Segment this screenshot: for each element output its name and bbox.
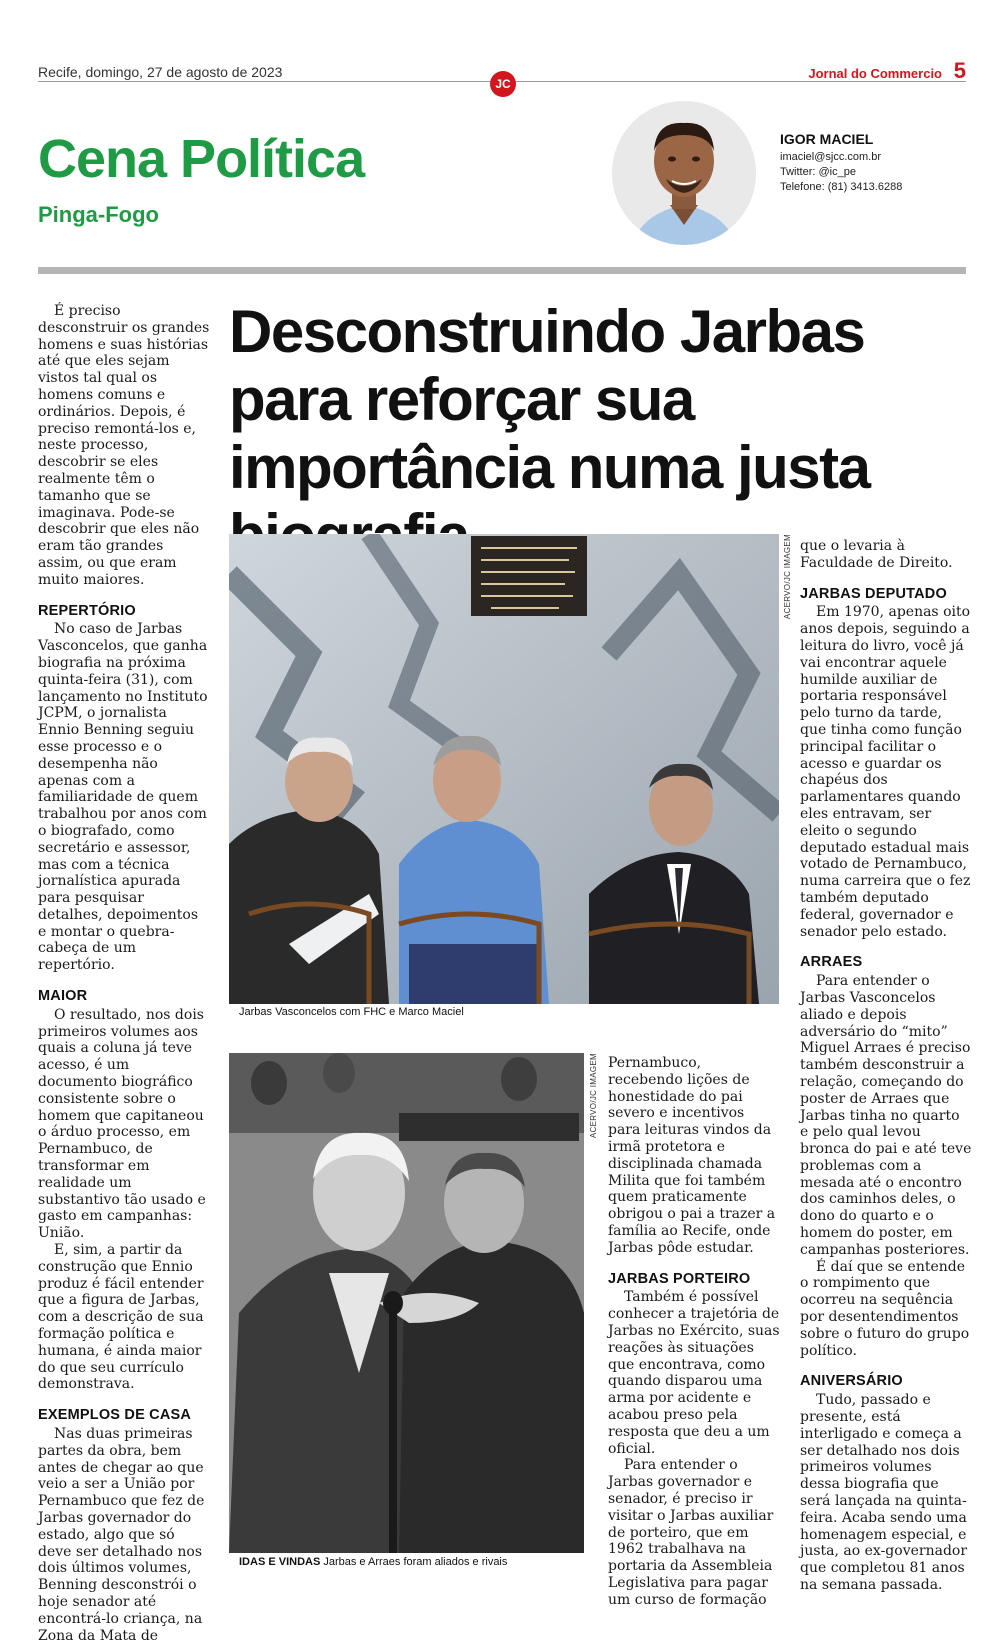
edition-date: Recife, domingo, 27 de agosto de 2023 <box>38 64 283 80</box>
article-column-3 <box>608 1055 780 1609</box>
group-photo-icon <box>229 534 779 1004</box>
section-title: Cena Política <box>38 129 365 189</box>
paragraph-porteiro-2: Para entender o Jarbas governador e senador, é preciso ir visitar o Jarbas auxiliar de porteiro, que em 1962 trabalhava na portaria da Assembleia Legislativa para pagar um curso de formação <box>608 1457 774 1608</box>
newspaper-name: Jornal do Commercio <box>808 66 942 81</box>
columnist-phone: Telefone: (81) 3413.6288 <box>780 181 903 193</box>
paragraph-porteiro-1: Também é possível conhecer a trajetória de Jarbas no Exército, suas reações às situações que encontrava, como quando disparou uma arma por acidente e acabou preso pela resposta que deu a um oficial. <box>608 1289 780 1457</box>
columnist-name: IGOR MACIEL <box>780 131 874 147</box>
article-column-1 <box>38 303 210 1644</box>
section-divider <box>38 267 966 274</box>
paragraph-maior-2: E, sim, a partir da construção que Ennio produz é fácil entender que a figura de Jarbas, com a descrição de sua formação política e humana, é ainda maior do que seu currículo demonstrava. <box>38 1242 204 1393</box>
subhead-exemplos: EXEMPLOS DE CASA <box>38 1407 192 1424</box>
photo-caption-bottom <box>239 1556 507 1568</box>
paragraph-exemplos-continued: Pernambuco, recebendo lições de honestidade do pai severo e incentivos para leituras vindos da irmã protetora e disciplinada chamada Milita que foi também quem praticamente obrigou o pai a trazer a família ao Recife, onde Jarbas pôde estudar. <box>608 1055 776 1256</box>
paragraph-exemplos: Nas duas primeiras partes da obra, bem antes de chegar ao que veio a ser a União por Pernambuco que fez de Jarbas governador do estado, algo que só deve ser detalhado nos dois últimos volumes, Benning desconstrói o hoje senador até encontrá-lo criança, na Zona da Mata de <box>38 1426 205 1644</box>
embrace-photo-icon <box>229 1053 584 1553</box>
paragraph-arraes-1: Para entender o Jarbas Vasconcelos aliado e depois adversário do “mito” Miguel Arraes é preciso também desconstruir a relação, começando do poster de Arraes que Jarbas tinha no quarto e pelo qual levou bronca do pai e até teve problemas com a mesada até o encontro dos caminhos deles, o dono do quarto e o homem do poster, em campanhas posteriores. <box>800 973 972 1258</box>
article-headline: Desconstruindo Jarbas para reforçar sua importância numa justa <box>229 298 870 501</box>
article-intro: É preciso desconstruir os grandes homens e suas histórias até que eles sejam vistos tal qual os homens comuns e ordinários. Depois, é preciso remontá-los e, neste processo, descobrir se eles realmente têm o tamanho que se imaginava. Pode-se descobrir que eles não eram tão grandes assim, ou que eram muito maiores. <box>38 303 210 588</box>
photo-jarbas-fhc-maciel <box>229 534 779 1004</box>
columnist-twitter: Twitter: @ic_pe <box>780 166 856 178</box>
photo-jarbas-arraes <box>229 1053 584 1553</box>
subhead-maior: MAIOR <box>38 988 88 1005</box>
paragraph-maior-1: O resultado, nos dois primeiros volumes aos quais a coluna já teve acesso, é um documento biográfico consistente sobre o homem que capitaneou o árduo processo, em Pernambuco, de transformar em realidade um substantivo tão usado e gasto em campanhas: União. <box>38 1006 206 1242</box>
subhead-aniversario: ANIVERSÁRIO <box>800 1373 903 1390</box>
columnist-email: imaciel@sjcc.com.br <box>780 151 882 163</box>
photo-credit-bottom: ACERVO/JC IMAGEM <box>589 1053 598 1139</box>
page-number: 5 <box>953 58 966 83</box>
paragraph-aniversario: Tudo, passado e presente, está interligado e começa a ser detalhado nos dois primeiros volumes dessa biografia que será lançada na quinta-feira. Acaba sendo uma homenagem especial, e justa, ao ex-governador que completou 81 anos na semana passada. <box>800 1392 968 1594</box>
section-subtitle: Pinga-Fogo <box>38 202 159 227</box>
subhead-porteiro: JARBAS PORTEIRO <box>608 1270 751 1287</box>
subhead-arraes: ARRAES <box>800 954 863 971</box>
photo-caption-top: Jarbas Vasconcelos com FHC e Marco Maciel <box>239 1006 464 1018</box>
subhead-repertorio: REPERTÓRIO <box>38 602 136 619</box>
caption-text: Jarbas e Arraes foram aliados e rivais <box>320 1556 508 1568</box>
jc-logo: JC <box>490 71 516 97</box>
subhead-deputado: JARBAS DEPUTADO <box>800 585 947 602</box>
paragraph-porteiro-continued: que o levaria à Faculdade de Direito. <box>800 538 953 571</box>
paragraph-repertorio: No caso de Jarbas Vasconcelos, que ganha biografia na próxima quinta-feira (31), com lançamento no Instituto JCPM, o jornalista Ennio Benning seguiu esse processo e o desempenha não apenas com a familiaridade de quem trabalhou por anos com o biografado, como secretário e assessor, mas com a técnica jornalística apurada para pesquisar detalhes, depoimentos e montar o quebra-cabeça de um repertório. <box>38 621 208 974</box>
columnist-portrait-icon <box>612 101 756 245</box>
photo-credit-top: ACERVO/JC IMAGEM <box>783 534 792 620</box>
paragraph-deputado: Em 1970, apenas oito anos depois, seguindo a leitura do livro, você já vai encontrar aquele humilde auxiliar de portaria responsável pelo turno da tarde, que tinha como função principal facilitar o acesso e guardar os chapéus dos parlamentares quando eles entravam, ser eleito o segundo deputado estadual mais votado de Pernambuco, numa carreira que o fez também deputado federal, governador e senador pelo estado. <box>800 604 971 940</box>
paragraph-arraes-2: É daí que se entende o rompimento que ocorreu na sequência por desentendimentos sobre o futuro do grupo político. <box>800 1258 970 1359</box>
article-column-4 <box>800 538 972 1594</box>
columnist-avatar <box>612 101 756 245</box>
caption-bold: IDAS E VINDAS <box>239 1556 321 1568</box>
